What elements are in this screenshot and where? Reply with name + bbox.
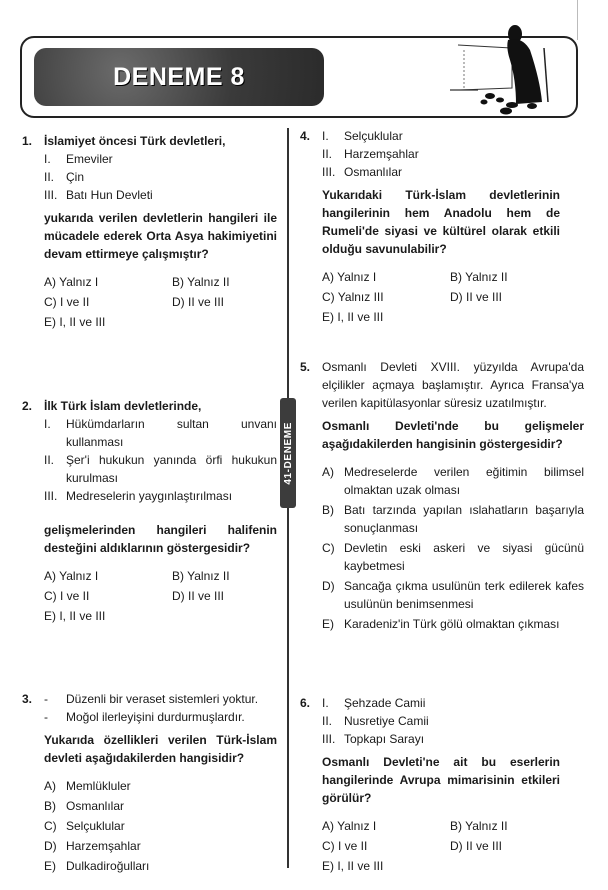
option-d[interactable]: D) II ve III — [450, 290, 503, 304]
list-item: II. Şer'i hukukun yanında örfi hukukun kurulması — [44, 453, 277, 485]
question-number: 2. — [22, 399, 33, 413]
page-title: DENEME 8 — [113, 62, 245, 91]
list-item: I. Emeviler — [44, 152, 113, 166]
question-stem: Yukarıda özellikleri verilen Türk-İslam devleti aşağıdakilerden hangisidir? — [44, 733, 277, 765]
question-stem: Osmanlı Devleti'nde bu gelişmeler aşağıdakilerden hangisinin göstergesidir? — [322, 419, 584, 451]
list-item: I. Selçuklular — [322, 129, 403, 143]
option-a[interactable]: A) Yalnız I — [44, 569, 99, 583]
sweeping-woman-illustration-icon — [450, 10, 565, 115]
answer-options — [322, 463, 584, 633]
question-4 — [300, 127, 560, 326]
option-e[interactable]: E) Dulkadiroğulları — [44, 859, 150, 873]
option-b[interactable]: B) Osmanlılar — [44, 799, 125, 813]
question-number: 1. — [22, 134, 33, 148]
question-intro: Osmanlı Devleti XVIII. yüzyılda Avrupa'da elçilikler açmaya başlamıştır. Ayrıca Fransa'ya verilen kapitülasyonlar süresiz uzatılmıştır. — [322, 360, 584, 410]
list-item: II. Nusretiye Camii — [322, 714, 429, 728]
question-6 — [300, 694, 560, 875]
question-intro: İlk Türk İslam devletlerinde, — [44, 399, 202, 413]
option-b[interactable]: B) Yalnız II — [450, 819, 508, 833]
option-a[interactable]: A) Yalnız I — [44, 275, 99, 289]
option-d[interactable]: D) Sancağa çıkma usulünün terk edilerek kafes usulünün benimsenmesi — [322, 579, 584, 611]
question-number: 6. — [300, 696, 311, 710]
answer-options — [44, 567, 277, 625]
question-2 — [22, 397, 277, 625]
list-item: I. Hükümdarların sultan unvanı kullanması — [44, 417, 277, 449]
option-c[interactable]: C) Devletin eski askeri ve siyasi gücünü kaybetmesi — [322, 541, 584, 573]
option-d[interactable]: D) II ve III — [172, 295, 225, 309]
option-c[interactable]: C) I ve II — [44, 295, 90, 309]
option-e[interactable]: E) I, II ve III — [44, 609, 106, 623]
option-a[interactable]: A) Yalnız I — [322, 270, 377, 284]
option-c[interactable]: C) I ve II — [44, 589, 90, 603]
question-number: 5. — [300, 360, 311, 374]
option-d[interactable]: D) Harzemşahlar — [44, 839, 141, 853]
question-3 — [22, 690, 277, 877]
option-e[interactable]: E) I, II ve III — [322, 310, 384, 324]
question-stem: Yukarıdaki Türk-İslam devletlerinin hangilerinin hem Anadolu hem de Rumeli'de siyasi ve kültürel olarak etkili olduğu savunulabilir? — [322, 188, 560, 256]
side-tab — [280, 398, 296, 508]
option-c[interactable]: C) I ve II — [322, 839, 368, 853]
option-c[interactable]: C) Yalnız III — [322, 290, 384, 304]
option-c[interactable]: C) Selçuklular — [44, 819, 125, 833]
list-item: II. Harzemşahlar — [322, 147, 419, 161]
list-item: I. Şehzade Camii — [322, 696, 426, 710]
column-divider-bottom — [287, 508, 289, 868]
list-item: III. Osmanlılar — [322, 165, 403, 179]
list-item: II. Çin — [44, 170, 85, 184]
option-e[interactable]: E) Karadeniz'in Türk gölü olmaktan çıkması — [322, 617, 560, 631]
question-1 — [22, 132, 277, 331]
list-item: - Moğol ilerleyişini durdurmuşlardır. — [44, 710, 245, 724]
option-b[interactable]: B) Yalnız II — [172, 275, 230, 289]
option-e[interactable]: E) I, II ve III — [44, 315, 106, 329]
list-item: - Düzenli bir veraset sistemleri yoktur. — [44, 692, 259, 706]
option-b[interactable]: B) Batı tarzında yapılan ıslahatların başarıyla sonuçlanması — [322, 503, 584, 535]
answer-options — [44, 777, 277, 875]
question-5 — [300, 358, 584, 635]
list-item: III. Batı Hun Devleti — [44, 188, 153, 202]
column-divider-top — [287, 128, 289, 398]
page-cut-line — [577, 0, 578, 40]
option-a[interactable]: A) Yalnız I — [322, 819, 377, 833]
list-item: III. Medreselerin yaygınlaştırılması — [44, 489, 233, 503]
option-b[interactable]: B) Yalnız II — [172, 569, 230, 583]
question-intro: İslamiyet öncesi Türk devletleri, — [44, 134, 226, 148]
list-item: III. Topkapı Sarayı — [322, 732, 425, 746]
option-d[interactable]: D) II ve III — [450, 839, 503, 853]
option-a[interactable]: A) Memlükluler — [44, 779, 131, 793]
banner-title-plate — [34, 48, 324, 106]
option-e[interactable]: E) I, II ve III — [322, 859, 384, 873]
side-tab-label: 41-DENEME — [282, 421, 294, 485]
answer-options — [44, 273, 277, 331]
question-number: 4. — [300, 129, 311, 143]
question-stem: Osmanlı Devleti'ne ait bu eserlerin hangilerinde Avrupa mimarisinin etkileri görülür? — [322, 755, 560, 805]
option-b[interactable]: B) Yalnız II — [450, 270, 508, 284]
question-stem: gelişmelerinden hangileri halifenin desteğini aldıklarının göstergesidir? — [44, 523, 277, 555]
option-d[interactable]: D) II ve III — [172, 589, 225, 603]
answer-options — [322, 268, 560, 326]
option-a[interactable]: A) Medreselerde verilen eğitimin bilimsel olmaktan uzak olması — [322, 465, 584, 497]
question-stem: yukarıda verilen devletlerin hangileri ile mücadele ederek Orta Asya hakimiyetini devam ettirmeye çalışmıştır? — [44, 211, 277, 261]
question-number: 3. — [22, 692, 33, 706]
answer-options — [322, 817, 560, 875]
